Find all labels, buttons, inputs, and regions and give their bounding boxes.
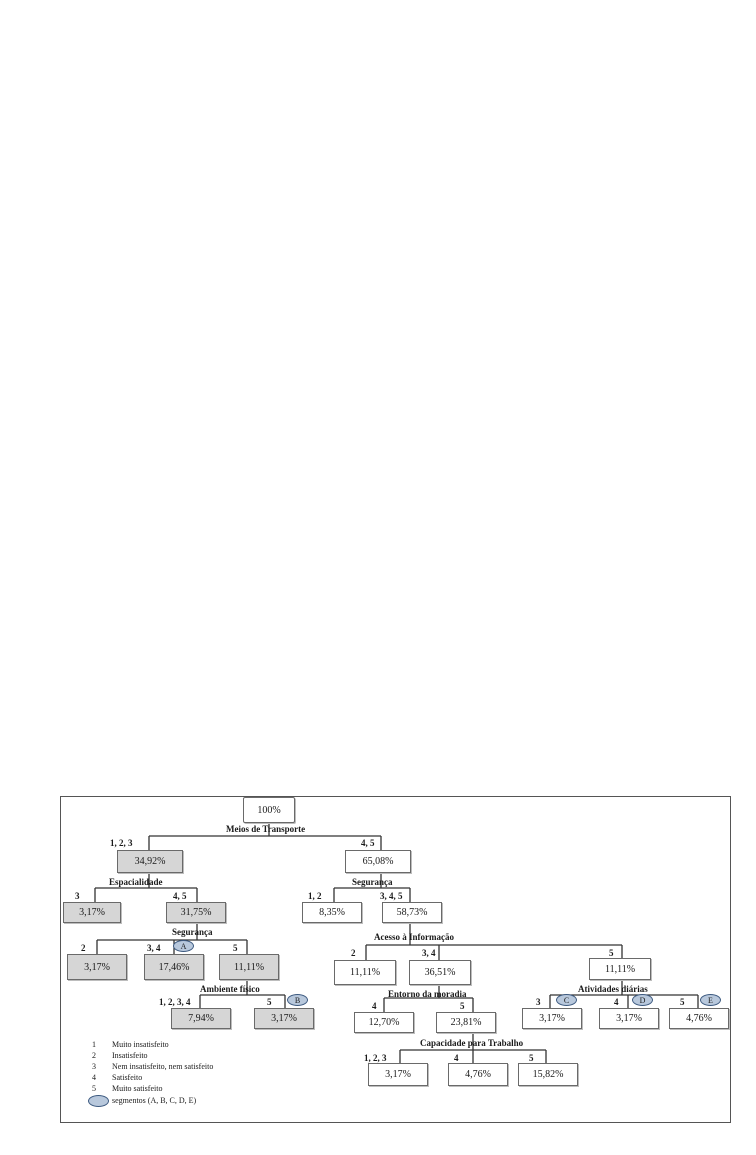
node-3-17-d: 3,17%: [522, 1008, 582, 1029]
node-7-94: 7,94%: [171, 1008, 231, 1029]
legend-row-5: [92, 1084, 162, 1093]
node-36-51: 36,51%: [409, 960, 471, 985]
segment-badge-b: B: [287, 994, 308, 1006]
legend-row-1: [92, 1040, 169, 1049]
legend-key: 2: [92, 1051, 96, 1060]
branch-label: 1, 2, 3, 4: [159, 997, 191, 1007]
node-3-17-f: 3,17%: [368, 1063, 428, 1086]
legend-key: 5: [92, 1084, 96, 1093]
branch-label: 5: [267, 997, 272, 1007]
branch-label: 4, 5: [361, 838, 375, 848]
legend-text: Muito satisfeito: [112, 1084, 163, 1093]
legend-text: Nem insatisfeito, nem satisfeito: [112, 1062, 214, 1071]
split-label-seguranca-right: Segurança: [352, 877, 393, 887]
branch-label: 1, 2, 3: [110, 838, 133, 848]
node-58-73: 58,73%: [382, 902, 442, 923]
segment-badge-a: A: [173, 940, 194, 952]
node-3-17-a: 3,17%: [63, 902, 121, 923]
split-label-ambiente-fisico: Ambiente físico: [200, 984, 260, 994]
node-23-81: 23,81%: [436, 1012, 496, 1033]
split-label-atividades-diarias: Atividades diárias: [578, 984, 648, 994]
segment-badge-d: D: [632, 994, 653, 1006]
node-3-17-b: 3,17%: [67, 954, 127, 980]
node-4-76-a: 4,76%: [669, 1008, 729, 1029]
split-label-seguranca-left: Segurança: [172, 927, 213, 937]
legend-key: 4: [92, 1073, 96, 1082]
legend-row-3: [92, 1062, 213, 1071]
node-17-46: 17,46%: [144, 954, 204, 980]
branch-label: 5: [460, 1001, 465, 1011]
legend-text: Insatisfeito: [112, 1051, 148, 1060]
node-11-11-b: 11,11%: [334, 960, 396, 985]
node-8-35: 8,35%: [302, 902, 362, 923]
node-11-11-c: 11,11%: [589, 958, 651, 980]
branch-label: 4: [454, 1053, 459, 1063]
branch-label: 4: [614, 997, 619, 1007]
branch-label: 5: [233, 943, 238, 953]
branch-label: 4, 5: [173, 891, 187, 901]
split-label-entorno-moradia: Entorno da moradia: [388, 989, 467, 999]
branch-label: 4: [372, 1001, 377, 1011]
branch-label: 3, 4: [147, 943, 161, 953]
branch-label: 3, 4, 5: [380, 891, 403, 901]
branch-label: 1, 2: [308, 891, 322, 901]
branch-label: 1, 2, 3: [364, 1053, 387, 1063]
split-label-meios-transporte: Meios de Transporte: [226, 824, 306, 834]
node-12-70: 12,70%: [354, 1012, 414, 1033]
branch-label: 5: [609, 948, 614, 958]
branch-label: 3: [75, 891, 80, 901]
legend-text: Muito insatisfeito: [112, 1040, 169, 1049]
segment-badge-e: E: [700, 994, 721, 1006]
node-34-92: 34,92%: [117, 850, 183, 873]
segment-badge-c: C: [556, 994, 577, 1006]
legend-row-2: [92, 1051, 148, 1060]
node-65-08: 65,08%: [345, 850, 411, 873]
legend-text: Satisfeito: [112, 1073, 143, 1082]
node-4-76-b: 4,76%: [448, 1063, 508, 1086]
split-label-espacialidade: Espacialidade: [109, 877, 163, 887]
branch-label: 5: [529, 1053, 534, 1063]
legend-key: 3: [92, 1062, 96, 1071]
branch-label: 3: [536, 997, 541, 1007]
legend-segments-text: segmentos (A, B, C, D, E): [112, 1096, 197, 1105]
node-3-17-c: 3,17%: [254, 1008, 314, 1029]
legend-segment-oval-icon: [88, 1095, 109, 1107]
node-root: 100%: [243, 797, 295, 823]
branch-label: 3, 4: [422, 948, 436, 958]
legend-key: 1: [92, 1040, 96, 1049]
branch-label: 2: [351, 948, 356, 958]
split-label-capacidade-trabalho: Capacidade para Trabalho: [420, 1038, 524, 1048]
branch-label: 5: [680, 997, 685, 1007]
node-3-17-e: 3,17%: [599, 1008, 659, 1029]
split-label-acesso-informacao: Acesso à Informação: [374, 932, 454, 942]
branch-label: 2: [81, 943, 86, 953]
legend-row-4: [92, 1073, 142, 1082]
node-31-75: 31,75%: [166, 902, 226, 923]
node-15-82: 15,82%: [518, 1063, 578, 1086]
node-11-11-a: 11,11%: [219, 954, 279, 980]
